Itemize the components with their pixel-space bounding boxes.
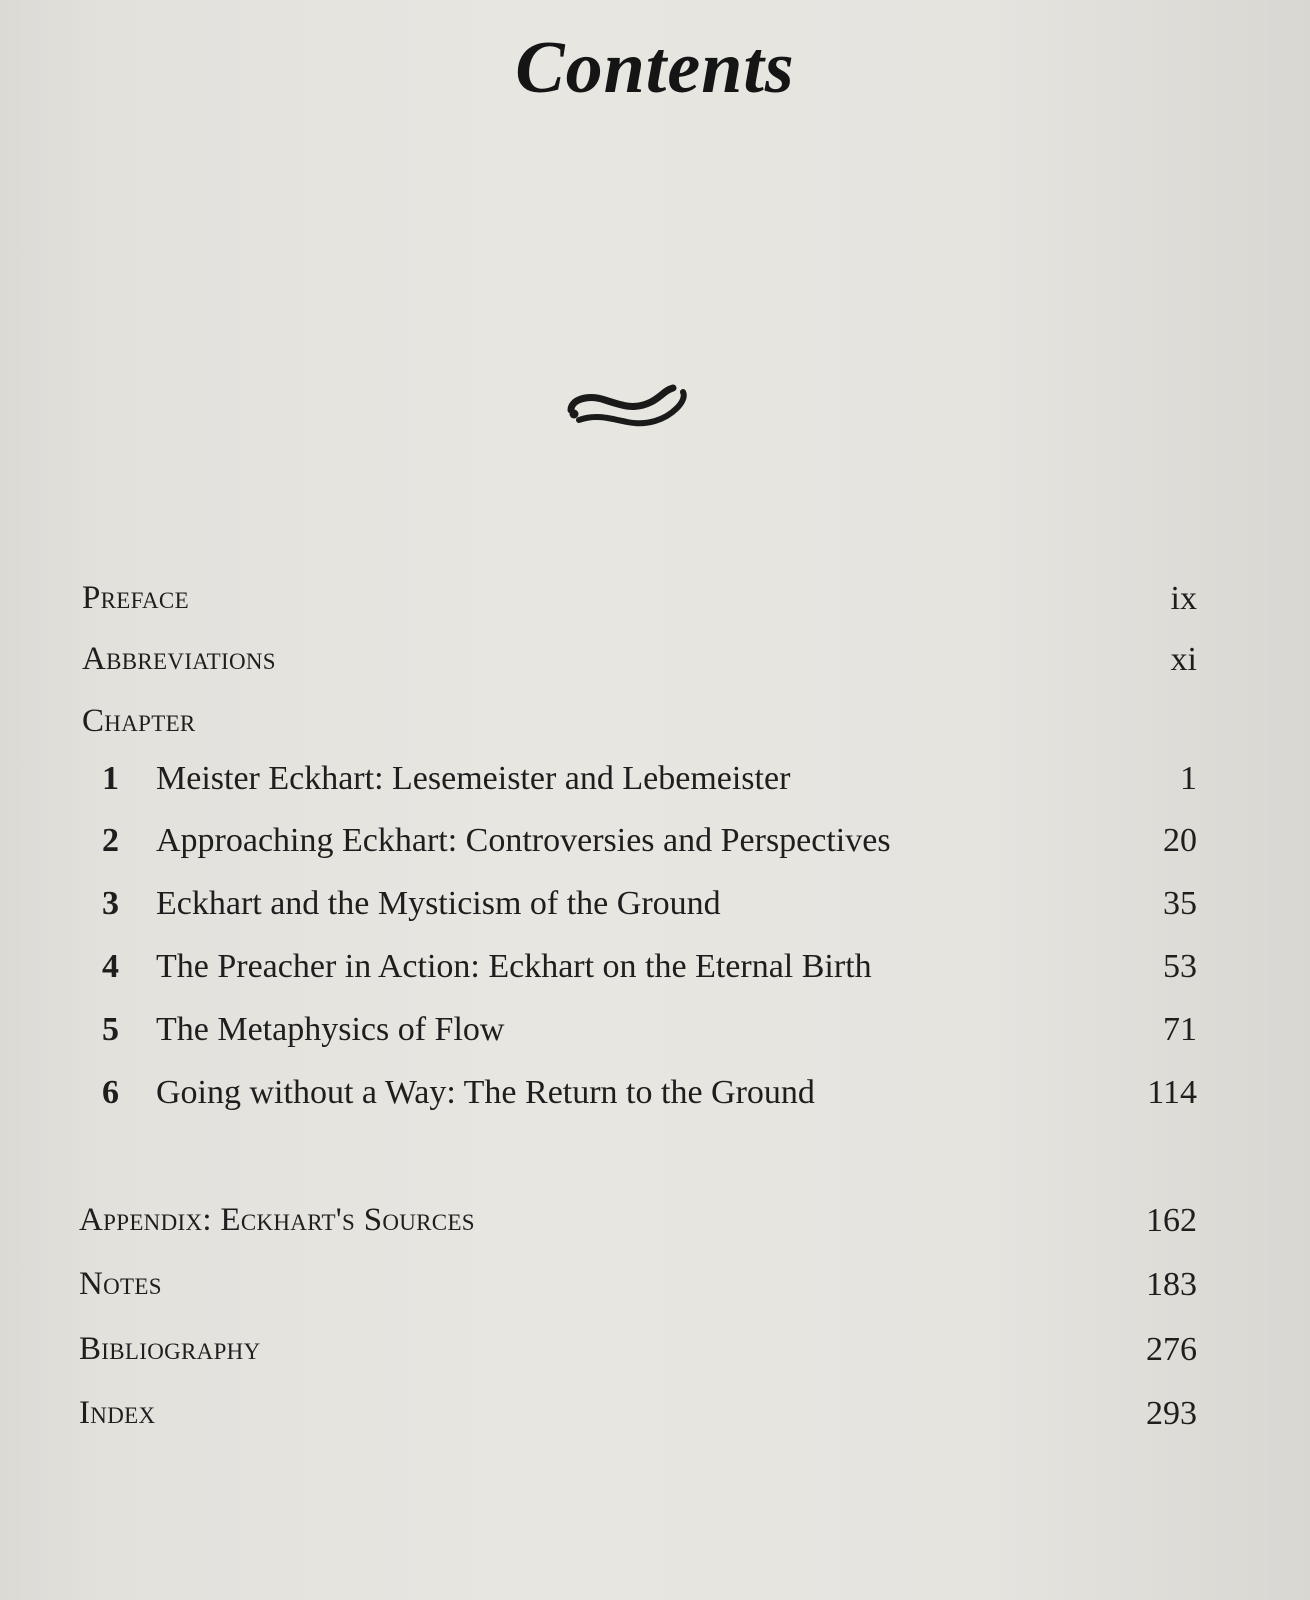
toc-chapter-1 bbox=[0, 760, 1310, 816]
toc-entry-page: 293 bbox=[1146, 1395, 1197, 1432]
chapter-number: 2 bbox=[102, 822, 119, 859]
chapter-number: 5 bbox=[102, 1011, 119, 1048]
toc-chapter-5 bbox=[0, 1011, 1310, 1067]
chapter-title: Meister Eckhart: Lesemeister and Lebemeister bbox=[156, 760, 791, 797]
toc-entry-label: Preface bbox=[82, 580, 189, 616]
chapter-title: Going without a Way: The Return to the Ground bbox=[156, 1074, 815, 1111]
toc-entry-abbreviations bbox=[0, 641, 1310, 697]
toc-entry-label: Bibliography bbox=[79, 1331, 261, 1367]
toc-entry-appendix bbox=[0, 1202, 1310, 1258]
chapter-title: Eckhart and the Mysticism of the Ground bbox=[156, 885, 721, 922]
toc-chapter-4 bbox=[0, 948, 1310, 1004]
toc-entry-page: 162 bbox=[1146, 1202, 1197, 1239]
toc-entry-page: 53 bbox=[1163, 948, 1197, 985]
toc-entry-page: 20 bbox=[1163, 822, 1197, 859]
chapter-number: 1 bbox=[102, 760, 119, 797]
toc-chapter-2 bbox=[0, 822, 1310, 878]
toc-entry-label: Notes bbox=[79, 1266, 162, 1302]
toc-entry-index bbox=[0, 1395, 1310, 1451]
chapter-number: 6 bbox=[102, 1074, 119, 1111]
toc-entry-page: 35 bbox=[1163, 885, 1197, 922]
toc-entry-page: 71 bbox=[1163, 1011, 1197, 1048]
toc-entry-page: 1 bbox=[1180, 760, 1197, 797]
toc-entry-page: 276 bbox=[1146, 1331, 1197, 1368]
chapter-title: The Preacher in Action: Eckhart on the Eternal Birth bbox=[156, 948, 872, 985]
chapter-title: Approaching Eckhart: Controversies and Perspectives bbox=[156, 822, 891, 859]
swash-ornament-icon bbox=[565, 380, 691, 434]
toc-entry-label: Index bbox=[79, 1395, 156, 1431]
toc-entry-label: Abbreviations bbox=[82, 641, 276, 677]
toc-chapter-6 bbox=[0, 1074, 1310, 1130]
toc-entry-label: Appendix: Eckhart's Sources bbox=[79, 1202, 475, 1238]
chapter-number: 3 bbox=[102, 885, 119, 922]
chapter-heading-row bbox=[0, 703, 1310, 759]
toc-entry-preface bbox=[0, 580, 1310, 636]
toc-entry-page: ix bbox=[1170, 580, 1197, 617]
toc-entry-page: 183 bbox=[1146, 1266, 1197, 1303]
toc-entry-page: 114 bbox=[1147, 1074, 1197, 1111]
chapter-number: 4 bbox=[102, 948, 119, 985]
chapter-heading: Chapter bbox=[82, 703, 196, 739]
toc-entry-notes bbox=[0, 1266, 1310, 1322]
toc-entry-page: xi bbox=[1170, 641, 1197, 678]
page-title: Contents bbox=[515, 27, 795, 109]
chapter-title: The Metaphysics of Flow bbox=[156, 1011, 505, 1048]
toc-entry-bibliography bbox=[0, 1331, 1310, 1387]
toc-chapter-3 bbox=[0, 885, 1310, 941]
